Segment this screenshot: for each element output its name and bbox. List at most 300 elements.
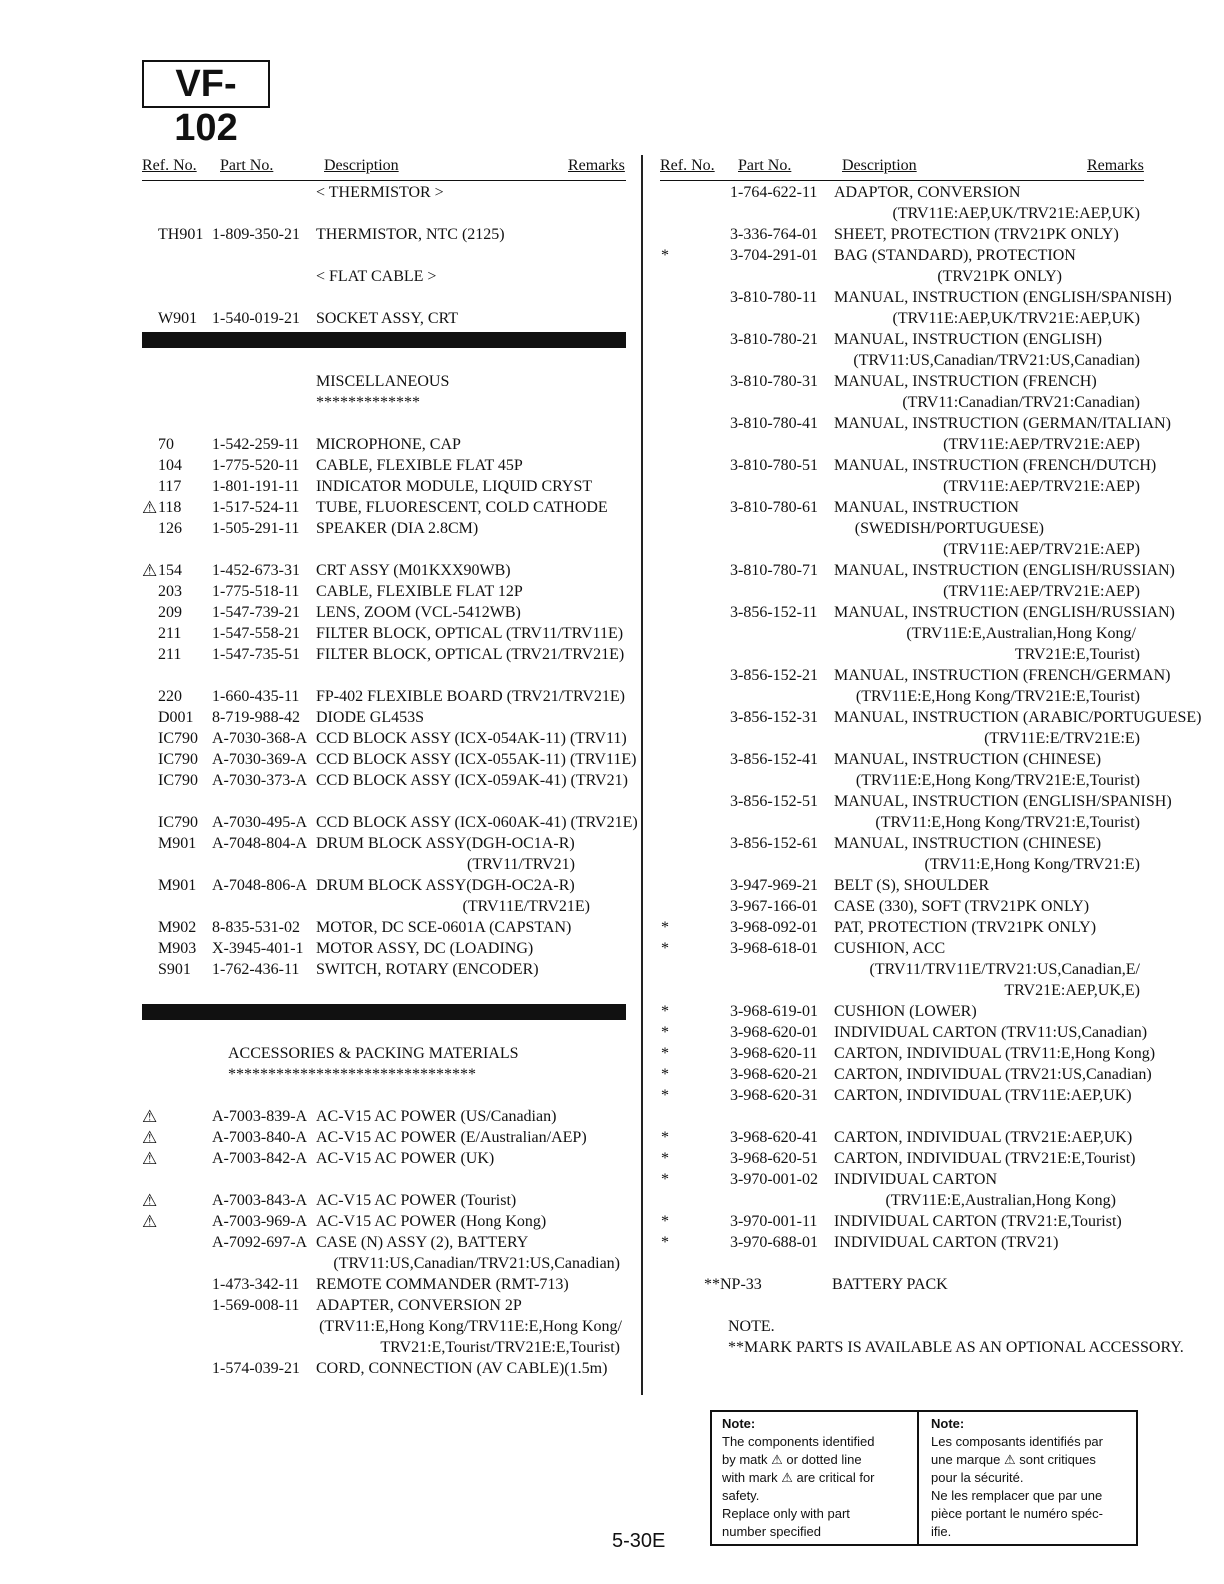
table-row — [142, 959, 626, 980]
description: CARTON, INDIVIDUAL (TRV11E:AEP,UK) — [834, 1087, 1132, 1104]
table-row — [660, 1043, 1156, 1064]
continuation-row — [660, 623, 1144, 644]
remark-continuation: (TRV11:US,Canadian/TRV21:US,Canadian) — [333, 1255, 620, 1272]
table-row — [142, 728, 626, 749]
note-french — [921, 1412, 1136, 1544]
part-number: 3-968-620-41 — [730, 1129, 818, 1146]
header-ref: Ref. No. — [142, 157, 197, 174]
description: CCD BLOCK ASSY (ICX-059AK-41) (TRV21) — [316, 772, 628, 789]
table-row — [660, 1232, 1144, 1253]
part-number: A-7030-495-A — [212, 814, 308, 831]
part-number: A-7003-839-A — [212, 1108, 308, 1125]
ref-number: 154 — [158, 562, 182, 579]
description: AC-V15 AC POWER (E/Australian/AEP) — [316, 1129, 587, 1146]
note-line: Les composants identifiés par — [931, 1434, 1103, 1449]
continuation-row — [660, 1190, 1144, 1211]
description: ******************************* — [228, 1066, 476, 1083]
note-english-text — [722, 1433, 907, 1541]
part-number: A-7003-843-A — [212, 1192, 308, 1209]
part-number: 3-810-780-21 — [730, 331, 818, 348]
warning-icon: ⚠ — [142, 1107, 158, 1126]
part-number: 1-505-291-11 — [212, 520, 300, 537]
description: MANUAL, INSTRUCTION (ENGLISH/RUSSIAN) — [834, 604, 1175, 621]
blank-row — [142, 245, 626, 266]
ref-number: S901 — [158, 961, 191, 978]
continuation-row — [660, 434, 1144, 455]
description: SOCKET ASSY, CRT — [316, 310, 459, 327]
description: PAT, PROTECTION (TRV21PK ONLY) — [834, 919, 1097, 936]
ref-number: IC790 — [158, 772, 198, 789]
table-row — [660, 1169, 1144, 1190]
remark-continuation: (TRV11E:AEP/TRV21E:AEP) — [943, 478, 1140, 495]
ref-number: M901 — [158, 835, 197, 852]
note-text: **MARK PARTS IS AVAILABLE AS AN OPTIONAL ACCESSORY. — [728, 1339, 1184, 1356]
continuation-row — [660, 728, 1144, 749]
new-part-mark: * — [661, 1129, 669, 1146]
new-part-mark: * — [661, 1150, 669, 1167]
note-line: number specified — [722, 1524, 821, 1539]
continuation-row — [660, 959, 1144, 980]
table-row — [660, 938, 1144, 959]
remark-continuation: TRV21E:E,Tourist) — [1014, 646, 1140, 663]
remark-continuation: (TRV11:E,Hong Kong/TRV21:E) — [924, 856, 1140, 873]
remark-continuation: (TRV11E:AEP/TRV21E:AEP) — [943, 436, 1140, 453]
table-row — [142, 1295, 626, 1316]
remark-continuation: TRV21E:AEP,UK,E) — [1004, 982, 1140, 999]
description: MANUAL, INSTRUCTION (ENGLISH/RUSSIAN) — [834, 562, 1175, 579]
remark-continuation: (TRV11/TRV11E/TRV21:US,Canadian,E/ — [869, 961, 1140, 978]
note-line: une marque ⚠ sont critiques — [931, 1452, 1096, 1467]
ref-number: 117 — [158, 478, 182, 495]
description: DIODE GL453S — [316, 709, 424, 726]
table-row — [142, 1106, 626, 1127]
part-number: 3-856-152-41 — [730, 751, 818, 768]
table-row — [142, 581, 626, 602]
table-row — [142, 749, 637, 770]
blank-row — [142, 287, 626, 308]
part-number: A-7030-369-A — [212, 751, 308, 768]
description: SPEAKER (DIA 2.8CM) — [316, 520, 479, 537]
table-row — [660, 791, 1172, 812]
header-rule — [660, 180, 1144, 181]
description: MANUAL, INSTRUCTION (GERMAN/ITALIAN) — [834, 415, 1171, 432]
description: MANUAL, INSTRUCTION (ENGLISH/SPANISH) — [834, 793, 1172, 810]
table-row — [660, 560, 1175, 581]
part-number: 1-809-350-21 — [212, 226, 300, 243]
description: THERMISTOR, NTC (2125) — [316, 226, 505, 243]
note-text: NOTE. — [728, 1318, 775, 1335]
header-desc: Description — [842, 157, 917, 174]
part-number: 3-968-620-01 — [730, 1024, 818, 1041]
remark-continuation: (TRV11E:AEP,UK/TRV21E:AEP,UK) — [892, 310, 1140, 327]
new-part-mark: * — [661, 1066, 669, 1083]
ref-number: 209 — [158, 604, 182, 621]
note-line: pièce portant le numéro spéc- — [931, 1506, 1103, 1521]
table-row — [660, 875, 1144, 896]
remark-continuation: (TRV11E:E,Australian,Hong Kong) — [885, 1192, 1116, 1209]
description: MANUAL, INSTRUCTION (CHINESE) — [834, 835, 1102, 852]
left-parts-list — [142, 182, 638, 1379]
part-number: 1-547-735-51 — [212, 646, 300, 663]
continuation-row — [142, 854, 626, 875]
part-number: 3-856-152-51 — [730, 793, 818, 810]
table-row — [142, 938, 626, 959]
part-number: 3-704-291-01 — [730, 247, 818, 264]
table-row — [142, 560, 626, 581]
description: SHEET, PROTECTION (TRV21PK ONLY) — [834, 226, 1119, 243]
blank-row — [142, 539, 626, 560]
description: AC-V15 AC POWER (Tourist) — [316, 1192, 517, 1209]
table-row — [142, 497, 626, 518]
description: MANUAL, INSTRUCTION — [834, 499, 1019, 516]
table-row — [660, 1211, 1144, 1232]
part-number: 3-968-619-01 — [730, 1003, 818, 1020]
description: INDIVIDUAL CARTON (TRV21:E,Tourist) — [834, 1213, 1122, 1230]
ref-number: D001 — [158, 709, 194, 726]
table-row — [142, 1127, 626, 1148]
table-row — [142, 1211, 626, 1232]
note-french-text — [931, 1433, 1126, 1541]
part-number: 1-547-558-21 — [212, 625, 300, 642]
part-number: 1-517-524-11 — [212, 499, 300, 516]
part-number: 3-970-001-02 — [730, 1171, 818, 1188]
description: FILTER BLOCK, OPTICAL (TRV21/TRV21E) — [316, 646, 625, 663]
part-number: A-7030-373-A — [212, 772, 308, 789]
table-row — [660, 1085, 1144, 1106]
description: DRUM BLOCK ASSY(DGH-OC1A-R) — [316, 835, 575, 852]
continuation-row — [660, 539, 1144, 560]
part-number: 3-810-780-61 — [730, 499, 818, 516]
continuation-row — [142, 1337, 626, 1358]
warning-icon: ⚠ — [142, 1149, 158, 1168]
part-number: 3-856-152-21 — [730, 667, 818, 684]
part-number: 3-970-688-01 — [730, 1234, 818, 1251]
header-rule — [142, 180, 626, 181]
description: ADAPTER, CONVERSION 2P — [316, 1297, 522, 1314]
table-row — [660, 455, 1157, 476]
blank-row — [660, 1253, 1144, 1274]
note-line: with mark ⚠ are critical for — [722, 1470, 875, 1485]
table-row — [142, 875, 626, 896]
table-row — [142, 308, 626, 329]
part-number: 8-835-531-02 — [212, 919, 300, 936]
blank-row — [142, 665, 626, 686]
description: ACCESSORIES & PACKING MATERIALS — [228, 1045, 519, 1062]
continuation-row — [660, 770, 1144, 791]
part-number: A-7003-840-A — [212, 1129, 308, 1146]
ref-number: M901 — [158, 877, 197, 894]
table-row — [660, 1022, 1148, 1043]
part-number: 3-810-780-41 — [730, 415, 818, 432]
description: CASE (330), SOFT (TRV21PK ONLY) — [834, 898, 1090, 915]
table-row — [660, 182, 1144, 203]
description: CARTON, INDIVIDUAL (TRV21:US,Canadian) — [834, 1066, 1152, 1083]
description: MANUAL, INSTRUCTION (ENGLISH) — [834, 331, 1102, 348]
warning-icon: ⚠ — [142, 561, 158, 580]
new-part-mark: * — [661, 1003, 669, 1020]
ref-number: IC790 — [158, 730, 198, 747]
part-number: A-7003-969-A — [212, 1213, 308, 1230]
table-row — [142, 1148, 626, 1169]
part-number: 1-801-191-11 — [212, 478, 300, 495]
table-row — [142, 434, 626, 455]
header-part: Part No. — [738, 157, 792, 174]
part-number: 1-542-259-11 — [212, 436, 300, 453]
ref-number: 211 — [158, 646, 182, 663]
part-number: 3-810-780-11 — [730, 289, 818, 306]
ref-number: 70 — [158, 436, 174, 453]
part-number: A-7003-842-A — [212, 1150, 308, 1167]
part-number: A-7030-368-A — [212, 730, 308, 747]
continuation-row — [142, 1316, 626, 1337]
new-part-mark: * — [661, 1024, 669, 1041]
description: MANUAL, INSTRUCTION (FRENCH/GERMAN) — [834, 667, 1171, 684]
blank-row — [142, 350, 626, 371]
description: CCD BLOCK ASSY (ICX-055AK-11) (TRV11E) — [316, 751, 637, 768]
part-number: 1-473-342-11 — [212, 1276, 300, 1293]
continuation-row — [660, 812, 1144, 833]
new-part-mark: * — [661, 1234, 669, 1251]
description: AC-V15 AC POWER (Hong Kong) — [316, 1213, 547, 1230]
description: INDIVIDUAL CARTON — [834, 1171, 998, 1188]
description: BELT (S), SHOULDER — [834, 877, 990, 894]
table-row — [142, 476, 626, 497]
part-number: 3-856-152-11 — [730, 604, 818, 621]
part-number: 1-540-019-21 — [212, 310, 300, 327]
note-title: Note: — [931, 1416, 965, 1431]
right-parts-list — [660, 182, 1202, 1358]
description: MANUAL, INSTRUCTION (ENGLISH/SPANISH) — [834, 289, 1172, 306]
safety-note-box — [710, 1410, 1138, 1546]
header-remarks: Remarks — [568, 157, 625, 174]
remark-continuation: (TRV11/TRV21) — [467, 856, 575, 873]
ref-number: W901 — [158, 310, 198, 327]
description: AC-V15 AC POWER (US/Canadian) — [316, 1108, 557, 1125]
table-row — [660, 371, 1144, 392]
remark-continuation: (TRV11E:AEP/TRV21E:AEP) — [943, 583, 1140, 600]
table-row — [142, 1064, 626, 1085]
table-row — [660, 602, 1175, 623]
note-line: The components identified — [722, 1434, 875, 1449]
ref-number: M903 — [158, 940, 197, 957]
table-row — [142, 1358, 626, 1379]
remark-continuation: (TRV21PK ONLY) — [937, 268, 1062, 285]
table-row — [660, 287, 1172, 308]
header-desc: Description — [324, 157, 399, 174]
table-row — [142, 1043, 626, 1064]
continuation-row — [660, 392, 1144, 413]
part-number: 3-968-620-51 — [730, 1150, 818, 1167]
table-row — [142, 602, 626, 623]
column-divider — [641, 155, 643, 1395]
description: TUBE, FLUORESCENT, COLD CATHODE — [316, 499, 608, 516]
description: INDICATOR MODULE, LIQUID CRYST — [316, 478, 593, 495]
remark-continuation: TRV21:E,Tourist/TRV21E:E,Tourist) — [380, 1339, 620, 1356]
warning-icon: ⚠ — [142, 1191, 158, 1210]
part-number: 3-970-001-11 — [730, 1213, 818, 1230]
table-row — [142, 224, 626, 245]
description: CUSHION, ACC — [834, 940, 946, 957]
description: SWITCH, ROTARY (ENCODER) — [316, 961, 539, 978]
ref-number: 220 — [158, 688, 182, 705]
part-number: 3-810-780-71 — [730, 562, 818, 579]
remark-continuation: (TRV11:E,Hong Kong/TRV11E:E,Hong Kong/ — [319, 1318, 622, 1335]
description: AC-V15 AC POWER (UK) — [316, 1150, 495, 1167]
note-line: pour la sécurité. — [931, 1470, 1024, 1485]
note-line: Replace only with part — [722, 1506, 850, 1521]
table-row — [142, 392, 626, 413]
description: MOTOR, DC SCE-0601A (CAPSTAN) — [316, 919, 572, 936]
description: BATTERY PACK — [832, 1276, 948, 1293]
note-line: safety. — [722, 1488, 760, 1503]
table-row — [660, 1064, 1152, 1085]
part-number: 1-762-436-11 — [212, 961, 300, 978]
part-number: A-7048-804-A — [212, 835, 308, 852]
blank-row — [142, 1022, 626, 1043]
description: CARTON, INDIVIDUAL (TRV11:E,Hong Kong) — [834, 1045, 1156, 1062]
table-row — [660, 665, 1171, 686]
part-number: X-3945-401-1 — [212, 940, 304, 957]
header-remarks: Remarks — [1087, 157, 1144, 174]
remark-continuation: (TRV11E:E,Hong Kong/TRV21E:E,Tourist) — [855, 688, 1140, 705]
part-number: **NP-33 — [704, 1276, 762, 1293]
remark-continuation: (TRV11:Canadian/TRV21:Canadian) — [902, 394, 1140, 411]
remark-continuation: (TRV11:E,Hong Kong/TRV21:E,Tourist) — [875, 814, 1140, 831]
remark-continuation: (TRV11E:E/TRV21E:E) — [984, 730, 1140, 747]
table-row — [660, 833, 1144, 854]
ref-number: TH901 — [158, 226, 204, 243]
table-row — [142, 770, 626, 791]
description: CORD, CONNECTION (AV CABLE)(1.5m) — [316, 1360, 608, 1377]
table-row — [660, 329, 1144, 350]
table-row — [660, 749, 1144, 770]
continuation-row — [142, 896, 626, 917]
table-row — [660, 413, 1171, 434]
table-row — [142, 644, 626, 665]
continuation-row — [660, 581, 1144, 602]
note-line: ifie. — [931, 1524, 952, 1539]
note-line: by matk ⚠ or dotted line — [722, 1452, 862, 1467]
table-row — [660, 1001, 1144, 1022]
description: ************* — [316, 394, 420, 411]
continuation-row — [660, 350, 1144, 371]
part-number: 1-452-673-31 — [212, 562, 300, 579]
continuation-row — [660, 308, 1144, 329]
description: < THERMISTOR > — [316, 184, 444, 201]
part-number: 3-810-780-31 — [730, 373, 818, 390]
continuation-row — [660, 266, 1144, 287]
part-number: 3-856-152-31 — [730, 709, 818, 726]
table-row — [142, 1232, 626, 1253]
table-row — [142, 266, 626, 287]
part-number: 3-968-618-01 — [730, 940, 818, 957]
header-part: Part No. — [220, 157, 274, 174]
page-number: 5-30E — [612, 1530, 666, 1552]
part-number: 1-764-622-11 — [730, 184, 818, 201]
remark-continuation: (TRV11:US,Canadian/TRV21:US,Canadian) — [853, 352, 1140, 369]
part-number: A-7048-806-A — [212, 877, 308, 894]
table-row — [142, 917, 626, 938]
ref-number: 203 — [158, 583, 182, 600]
ref-number: 126 — [158, 520, 182, 537]
new-part-mark: * — [661, 1213, 669, 1230]
description: < FLAT CABLE > — [316, 268, 437, 285]
table-row — [142, 455, 626, 476]
new-part-mark: * — [661, 919, 669, 936]
description: MANUAL, INSTRUCTION (FRENCH/DUTCH) — [834, 457, 1157, 474]
continuation-row — [660, 476, 1144, 497]
table-row — [142, 686, 626, 707]
table-row — [142, 518, 626, 539]
table-row — [660, 917, 1144, 938]
continuation-row — [660, 854, 1144, 875]
section-bar — [142, 1004, 626, 1020]
table-row — [660, 1127, 1144, 1148]
remark-continuation: (TRV11E:E,Hong Kong/TRV21E:E,Tourist) — [855, 772, 1140, 789]
description: MICROPHONE, CAP — [316, 436, 461, 453]
description: INDIVIDUAL CARTON (TRV11:US,Canadian) — [834, 1024, 1148, 1041]
description: MANUAL, INSTRUCTION (ARABIC/PORTUGUESE) — [834, 709, 1202, 726]
table-row — [660, 224, 1144, 245]
continuation-row — [660, 686, 1144, 707]
ref-number: IC790 — [158, 814, 198, 831]
description: LENS, ZOOM (VCL-5412WB) — [316, 604, 521, 621]
remark-continuation: (TRV11E:AEP/TRV21E:AEP) — [943, 541, 1140, 558]
table-row — [142, 1274, 626, 1295]
part-number: 8-719-988-42 — [212, 709, 300, 726]
note-line: Ne les remplacer que par une — [931, 1488, 1103, 1503]
continuation-row — [660, 518, 1144, 539]
description: CCD BLOCK ASSY (ICX-054AK-11) (TRV11) — [316, 730, 627, 747]
table-row — [660, 1274, 1144, 1295]
part-number: 3-336-764-01 — [730, 226, 818, 243]
part-number: 1-775-518-11 — [212, 583, 300, 600]
table-row — [142, 182, 626, 203]
note-english — [712, 1412, 919, 1544]
warning-icon: ⚠ — [142, 1212, 158, 1231]
table-row — [660, 497, 1144, 518]
note-row — [660, 1337, 1184, 1358]
blank-row — [142, 203, 626, 224]
new-part-mark: * — [661, 1045, 669, 1062]
description: FP-402 FLEXIBLE BOARD (TRV21/TRV21E) — [316, 688, 625, 705]
part-number: 3-968-092-01 — [730, 919, 818, 936]
continuation-row — [142, 1253, 626, 1274]
blank-row — [660, 1295, 1144, 1316]
part-number: 3-947-969-21 — [730, 877, 818, 894]
description: MANUAL, INSTRUCTION (CHINESE) — [834, 751, 1102, 768]
remark-continuation: (TRV11E:E,Australian,Hong Kong/ — [906, 625, 1136, 642]
blank-row — [142, 791, 626, 812]
table-row — [142, 1190, 626, 1211]
model-title: VF-102 — [142, 60, 270, 108]
blank-row — [660, 1106, 1144, 1127]
description: DRUM BLOCK ASSY(DGH-OC2A-R) — [316, 877, 575, 894]
description: CABLE, FLEXIBLE FLAT 45P — [316, 457, 523, 474]
description: CRT ASSY (M01KXX90WB) — [316, 562, 511, 579]
table-row — [660, 1148, 1144, 1169]
description: FILTER BLOCK, OPTICAL (TRV11/TRV11E) — [316, 625, 624, 642]
continuation-row — [660, 644, 1144, 665]
table-row — [660, 896, 1144, 917]
description: INDIVIDUAL CARTON (TRV21) — [834, 1234, 1059, 1251]
blank-row — [142, 1169, 626, 1190]
continuation-row — [660, 203, 1144, 224]
ref-number: 118 — [158, 499, 182, 516]
part-number: 1-547-739-21 — [212, 604, 300, 621]
description: CARTON, INDIVIDUAL (TRV21E:AEP,UK) — [834, 1129, 1133, 1146]
blank-row — [142, 980, 626, 1001]
